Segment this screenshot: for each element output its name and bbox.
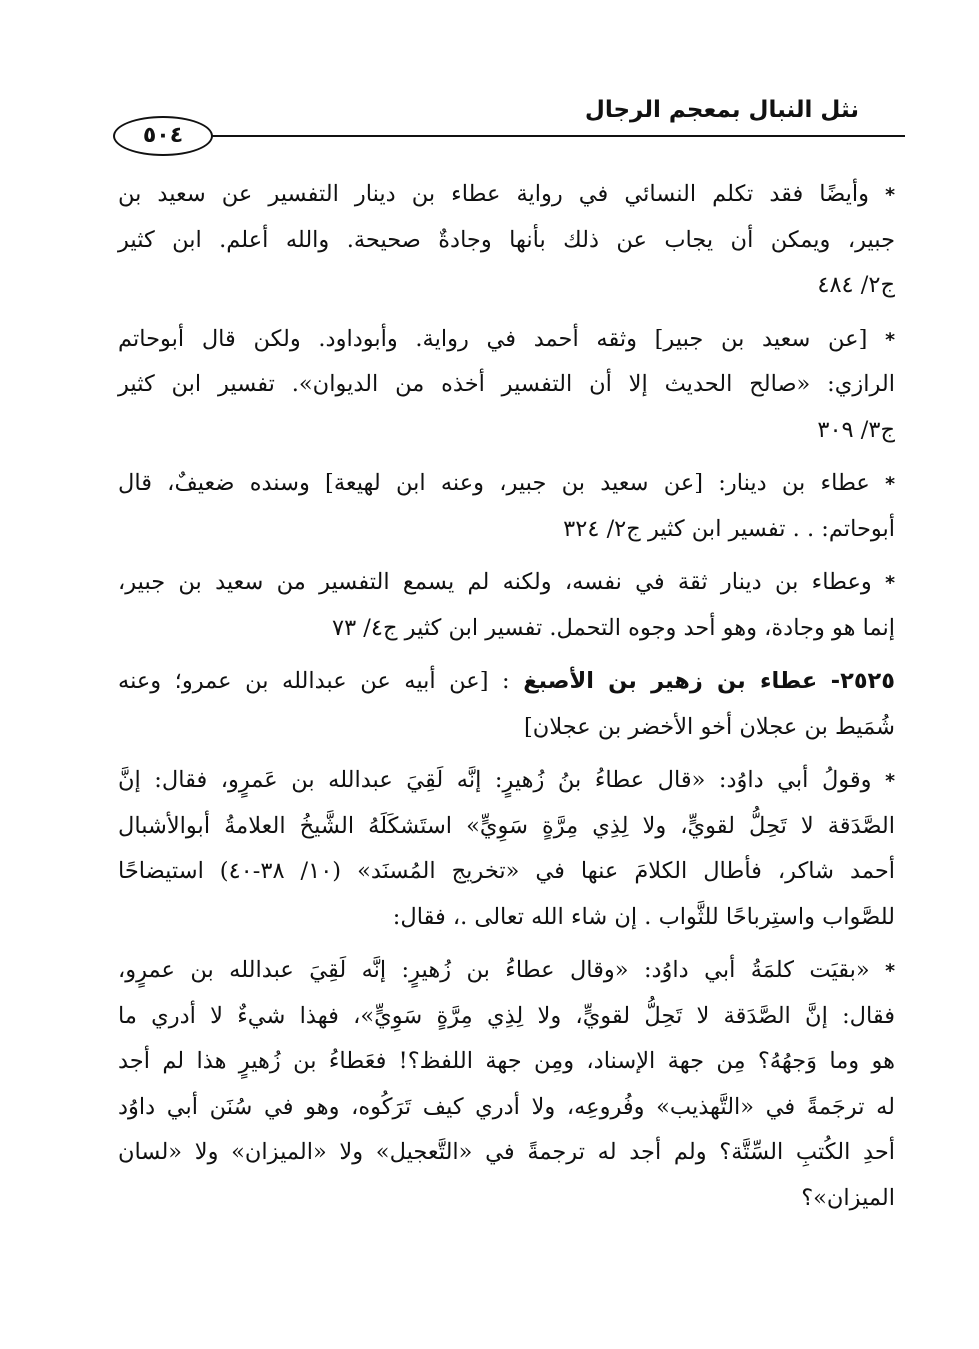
text-line (118, 317, 895, 363)
source-reference: ج٣/ ٣٠٩ (817, 416, 895, 443)
header-rule (120, 135, 905, 137)
line-text: وأيضًا فقد تكلم النسائي في رواية عطاء بن دينار التفسير عن سعيد بن (118, 181, 870, 207)
paragraph-2 (118, 317, 895, 454)
line-text: [عن سعيد بن جبير] وثقه أحمد في رواية. وأبوداود. ولكن قال أبوحاتم (118, 325, 868, 352)
entry-heading-line (118, 659, 895, 705)
text-line (118, 461, 895, 507)
paragraph-3 (118, 461, 895, 552)
text-line (118, 948, 895, 994)
text-line: أحدِ الكُتبِ السِّتَّة؟ ولم أجد له ترجمةً في «التَّعجيل» ولا «الميزان» ولا «لسان (118, 1139, 895, 1165)
text-line: إنما هو وجادة، وهو أحد وجوه التحمل. تفسير ابن كثير ج٤/ ٧٣ (331, 614, 895, 641)
line-text: : [عن أبيه عن عبدالله بن عمرو؛ وعنه (118, 668, 510, 694)
body-text (118, 172, 895, 1229)
star-bullet: * (885, 473, 895, 495)
paragraph-1 (118, 172, 895, 309)
text-line: جبير، ويمكن أن يجاب عن ذلك بأنها وجادةٌ صحيحة. والله أعلم. ابن كثير (118, 226, 895, 253)
text-line (118, 758, 895, 804)
text-line: للصَّواب واستِرباحًا للثَّواب . إن شاء الله تعالى .، فقال: (392, 903, 895, 930)
entry-2525 (118, 659, 895, 750)
source-reference: ج٢/ ٤٨٤ (817, 272, 895, 298)
text-line (118, 560, 895, 606)
text-line: شُمَيط بن عجلان أخو الأخضر بن عجلان] (524, 713, 895, 740)
text-line: فقال: إنَّ الصَّدَقة لا تَحِلُّ لقويٍّ، ولا لِذِي مِرَّةٍ سَوِيٍّ»، فهذا شيءٌ لا أدري ما (118, 1002, 895, 1029)
text-line: الصَّدَقة لا تَحِلُّ لقويٍّ، ولا لِذِي مِرَّةٍ سَوِيٍّ» استَشكَلَهُ الشَّيخُ العلامةُ أبوالأشبال (118, 812, 895, 839)
page-number-badge: ٥٠٤ (113, 116, 213, 156)
text-line: الميزان»؟ (801, 1184, 895, 1211)
running-head-title: نثل النبال بمعجم الرجال (584, 97, 859, 123)
text-line: أحمد شاكر، فأطال الكلامَ عنها في «تخريج المُسنَد» (١٠/ ٣٨-٤٠) استيضاحًا (118, 858, 895, 884)
text-line: الرازي: «صالح الحديث إلا أن التفسير أخذه من الديوان». تفسير ابن كثير (118, 371, 895, 397)
entry-name: عطاء بن زهير بن الأصبغ (523, 668, 818, 694)
line-text: عطاء بن دينار: [عن سعيد بن جبير، وعنه ابن لهيعة] وسنده ضعيفٌ، قال (118, 470, 870, 496)
text-line (118, 172, 895, 218)
paragraph-4 (118, 560, 895, 651)
text-line: له ترجَمةً في «التَّهذيب» وفُروعِه، ولا أدري كيف تَرَكُوه، وهو في سُنَن أبي داوُد (118, 1093, 895, 1120)
star-bullet: * (885, 184, 896, 206)
star-bullet: * (885, 328, 895, 351)
star-bullet: * (885, 960, 895, 982)
line-text: وقولُ أبي داوُد: «قال عطاءُ بنُ زُهيرٍ: إنَّه لَقِيَ عبدالله بن عَمرٍو، فقال: إنَّ (118, 767, 872, 793)
text-line: هو وما وَجهُهُ؟ مِن جهة الإسناد، ومِن جهة اللفظ؟! فعَطاءُ بن زُهيرٍ هذا لم أجد (118, 1048, 895, 1074)
entry-number: ٢٥٢٥- (830, 668, 896, 694)
paragraph-7 (118, 948, 895, 1221)
line-text: وعطاء بن دينار ثقة في نفسه، ولكنه لم يسمع التفسير من سعيد بن جبير، (118, 569, 872, 595)
star-bullet: * (885, 770, 896, 792)
line-text: «بقيَت كلمَةُ أبي داوُد: «وقال عطاءُ بن زُهيرٍ: إنَّه لَقِيَ عبدالله بن عمرٍو، (118, 957, 870, 983)
star-bullet: * (885, 572, 895, 594)
text-line: أبوحاتم: . . تفسير ابن كثير ج٢/ ٣٢٤ (563, 515, 895, 542)
paragraph-6 (118, 758, 895, 940)
